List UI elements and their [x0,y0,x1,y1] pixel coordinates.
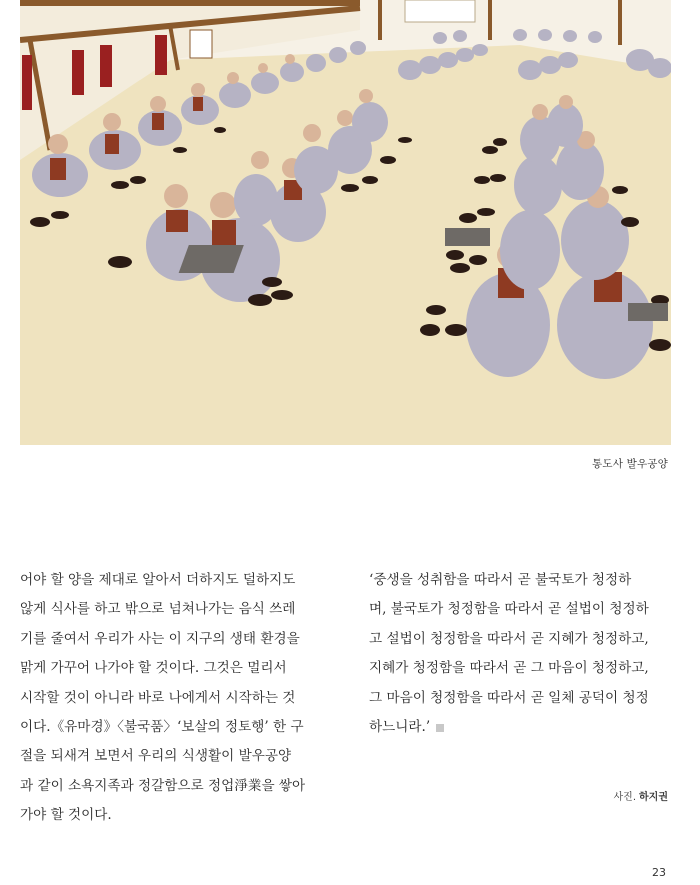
photo-monks-baru-gongyang [20,0,671,445]
body-column-left [20,566,320,831]
photo-credit [614,788,668,803]
photo-illustration [20,0,671,445]
curtain [100,45,112,87]
body-line: 고 설법이 청정함을 따라서 곧 지혜가 청정하고, [369,630,649,647]
wall-frame [190,30,212,58]
body-line: 과 같이 소욕지족과 정갈함으로 정업淨業을 쌓아 [20,777,306,794]
photo-caption: 통도사 발우공양 [592,458,668,470]
body-column-right [369,566,669,742]
bowl-tray-right [445,228,490,246]
body-line: 어야 할 양을 제대로 알아서 더하지도 덜하지도 [20,572,296,588]
body-line: 지혜가 청정함을 따라서 곧 그 마음이 청정하고, [369,660,649,677]
ceiling-beam [20,0,360,6]
page-number: 23 [652,866,666,879]
body-line: 맑게 가꾸어 나가야 할 것이다. 그것은 멀리서 [20,660,287,677]
curtain [22,55,32,110]
body-line: 기를 줄여서 우리가 사는 이 지구의 생태 환경을 [20,630,300,647]
body-line: 가야 할 것이다. [20,807,112,824]
credit-label: 사진. [613,792,637,803]
bowl-tray-far-right [628,303,668,321]
body-line: 절을 되새겨 보면서 우리의 식생활이 발우공양 [20,748,292,765]
wall-board [405,0,475,22]
body-line: 않게 식사를 하고 밖으로 넘쳐나가는 음식 쓰레 [20,601,296,618]
credit-name: 하지권 [639,792,668,803]
body-line: 이다.《유마경》〈불국품〉‘보살의 정토행’ 한 구 [20,719,304,736]
body-line: ‘중생을 성취함을 따라서 곧 불국토가 청정하 [369,572,632,588]
body-line-last [369,713,669,742]
body-line: 시작할 것이 아니라 바로 나에게서 시작하는 것 [20,689,296,706]
body-line-text: 하느니라.’ [369,719,431,736]
body-line: 그 마음이 청정함을 따라서 곧 일체 공덕이 청정 [369,689,649,706]
body-line: 며, 불국토가 청정함을 따라서 곧 설법이 청정하 [369,601,649,618]
curtain [72,50,84,95]
curtain [155,35,167,75]
end-mark-icon [436,724,444,732]
